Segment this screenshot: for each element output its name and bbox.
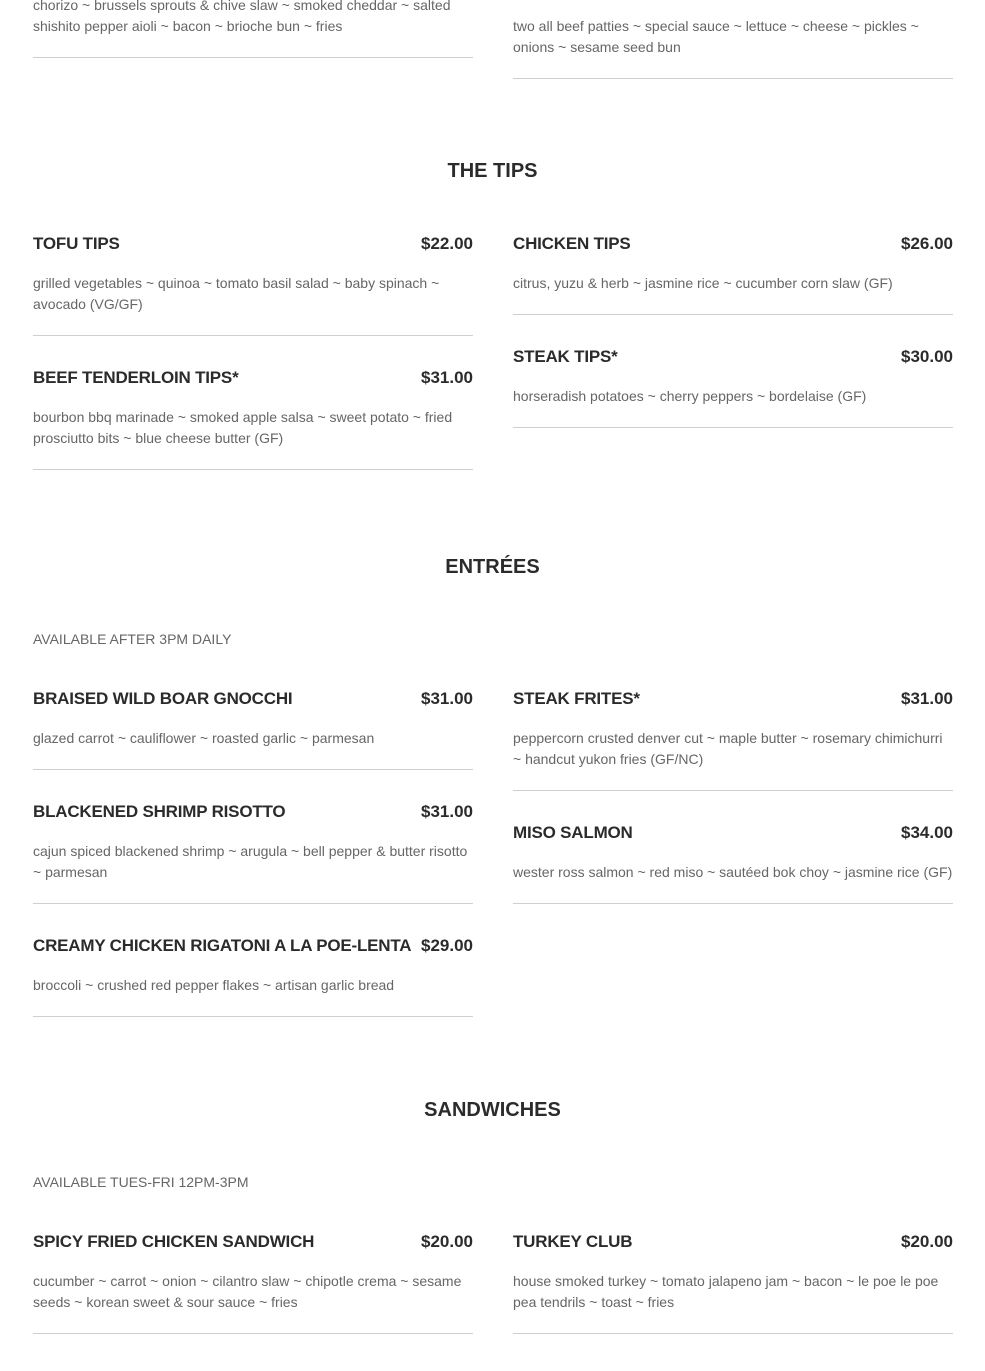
item-description: two all beef patties ~ special sauce ~ lettuce ~ cheese ~ pickles ~ onions ~ sesame seed bun: [513, 18, 919, 55]
menu-item-partial-right: [513, 16, 953, 79]
item-description: peppercorn crusted denver cut ~ maple butter ~ rosemary chimichurri ~ handcut yukon fries (GF/NC): [513, 730, 943, 767]
item-name: CREAMY CHICKEN RIGATONI A LA POE-LENTA: [33, 936, 412, 955]
section-availability-note: AVAILABLE AFTER 3PM DAILY: [33, 631, 232, 647]
item-divider: [513, 1333, 953, 1334]
menu-item: [513, 688, 953, 791]
menu-item-partial-left: [33, 0, 473, 58]
item-divider: [33, 469, 473, 470]
item-description: chorizo ~ brussels sprouts & chive slaw ~ smoked cheddar ~ salted shishito pepper aioli ~ bacon ~ brioche bun ~ fries: [33, 0, 451, 34]
section-title-sandwiches: SANDWICHES: [424, 1099, 561, 1121]
item-divider: [33, 1016, 473, 1017]
item-price: $31.00: [901, 689, 953, 708]
menu-item: [33, 367, 473, 470]
item-description: grilled vegetables ~ quinoa ~ tomato basil salad ~ baby spinach ~ avocado (VG/GF): [33, 275, 440, 312]
item-divider: [513, 903, 953, 904]
menu-item: [513, 822, 953, 904]
item-price: $20.00: [901, 1232, 953, 1251]
menu-item: [33, 1231, 473, 1334]
item-name: BLACKENED SHRIMP RISOTTO: [33, 802, 286, 821]
item-divider: [33, 57, 473, 58]
item-price: $31.00: [421, 689, 473, 708]
item-divider: [513, 314, 953, 315]
item-description: broccoli ~ crushed red pepper flakes ~ artisan garlic bread: [33, 977, 395, 993]
item-divider: [33, 335, 473, 336]
section-title-tips: THE TIPS: [447, 160, 538, 182]
menu-item: [513, 233, 953, 315]
item-description: glazed carrot ~ cauliflower ~ roasted garlic ~ parmesan: [33, 730, 375, 746]
item-price: $31.00: [421, 368, 473, 387]
item-divider: [33, 769, 473, 770]
item-price: $29.00: [421, 936, 473, 955]
item-divider: [513, 790, 953, 791]
item-name: STEAK FRITES*: [513, 689, 640, 708]
item-name: BRAISED WILD BOAR GNOCCHI: [33, 689, 293, 708]
item-divider: [513, 78, 953, 79]
item-price: $26.00: [901, 234, 953, 253]
item-price: $31.00: [421, 802, 473, 821]
item-name: TURKEY CLUB: [513, 1232, 633, 1251]
menu-item: [513, 1231, 953, 1334]
item-description: bourbon bbq marinade ~ smoked apple salsa ~ sweet potato ~ fried prosciutto bits ~ blue cheese butter (GF): [33, 409, 453, 446]
menu-item: [33, 233, 473, 336]
item-description: citrus, yuzu & herb ~ jasmine rice ~ cucumber corn slaw (GF): [513, 275, 893, 291]
item-divider: [33, 1333, 473, 1334]
menu-item: [33, 688, 473, 770]
item-description: cajun spiced blackened shrimp ~ arugula ~ bell pepper & butter risotto ~ parmesan: [33, 843, 468, 880]
item-name: MISO SALMON: [513, 823, 633, 842]
section-availability-note: AVAILABLE TUES-FRI 12PM-3PM: [33, 1174, 249, 1190]
item-name: TOFU TIPS: [33, 234, 120, 253]
item-description: horseradish potatoes ~ cherry peppers ~ bordelaise (GF): [513, 388, 867, 404]
item-description: house smoked turkey ~ tomato jalapeno jam ~ bacon ~ le poe le poe pea tendrils ~ toast ~ fries: [513, 1273, 939, 1310]
item-name: BEEF TENDERLOIN TIPS*: [33, 368, 239, 387]
item-name: SPICY FRIED CHICKEN SANDWICH: [33, 1232, 315, 1251]
item-description: wester ross salmon ~ red miso ~ sautéed bok choy ~ jasmine rice (GF): [513, 864, 953, 880]
menu-item: [33, 935, 473, 1017]
item-name: STEAK TIPS*: [513, 347, 618, 366]
item-divider: [33, 903, 473, 904]
menu-item: [33, 801, 473, 904]
item-price: $34.00: [901, 823, 953, 842]
item-price: $30.00: [901, 347, 953, 366]
item-description: cucumber ~ carrot ~ onion ~ cilantro slaw ~ chipotle crema ~ sesame seeds ~ korean sweet & sour sauce ~ fries: [33, 1273, 462, 1310]
section-title-entrees: ENTRÉES: [445, 556, 540, 578]
item-price: $22.00: [421, 234, 473, 253]
menu-item: [513, 346, 953, 428]
item-name: CHICKEN TIPS: [513, 234, 631, 253]
item-divider: [513, 427, 953, 428]
item-price: $20.00: [421, 1232, 473, 1251]
